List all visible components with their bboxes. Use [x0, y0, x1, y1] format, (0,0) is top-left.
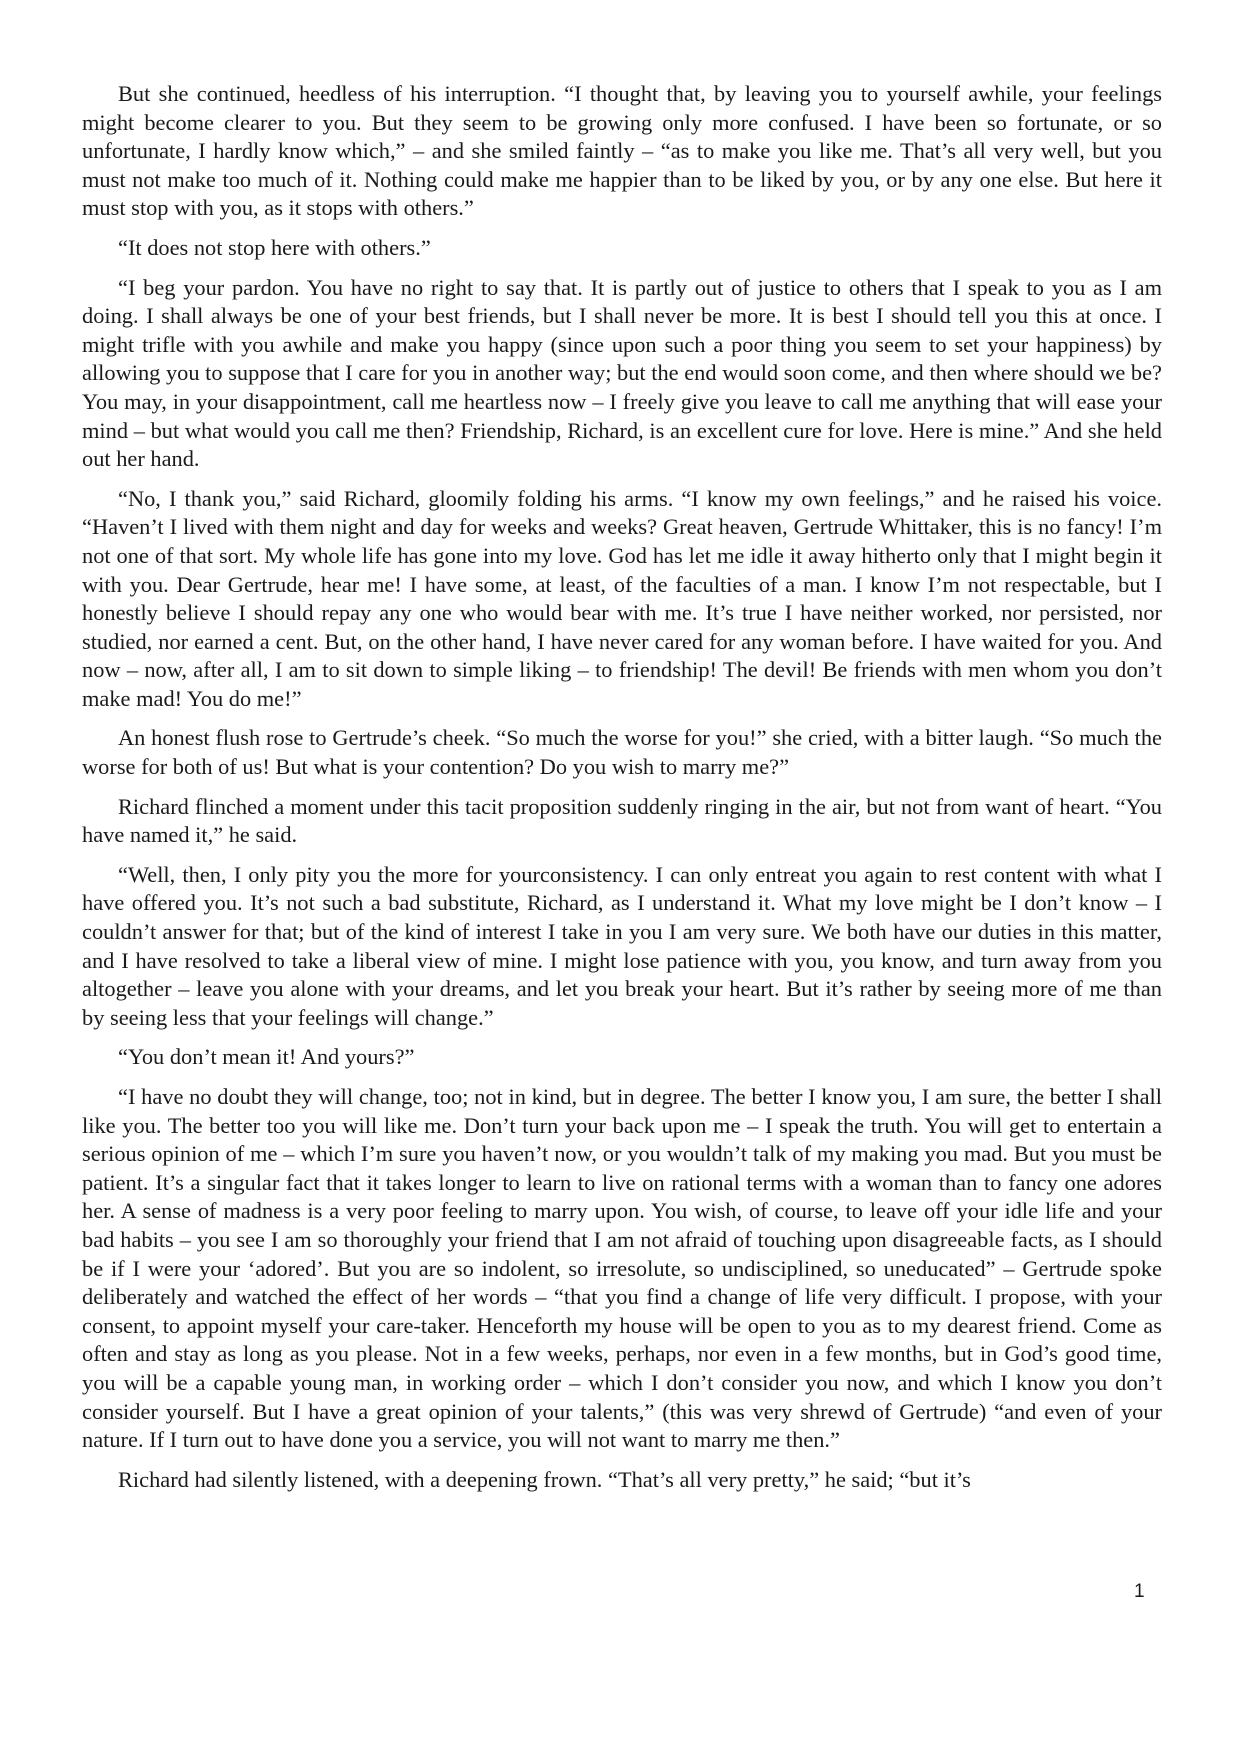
body-text — [82, 80, 1162, 1505]
paragraph: “Well, then, I only pity you the more for yourconsistency. I can only entreat you again to rest content with what I have offered you. It’s not such a bad substitute, Richard, as I understand it. What my love might be I don’t know – I couldn’t answer for that; but of the kind of interest I take in you I am very sure. We both have our duties in this matter, and I have resolved to take a liberal view of mine. I might lose patience with you, you know, and turn away from you altogether – leave you alone with your dreams, and let you break your heart. But it’s rather by seeing more of me than by seeing less that your feelings will change.” — [82, 861, 1162, 1030]
paragraph: “I beg your pardon. You have no right to say that. It is partly out of justice to others that I speak to you as I am doing. I shall always be one of your best friends, but I shall never be more. It is best I should tell you this at once. I might trifle with you awhile and make you happy (since upon such a poor thing you seem to set your happiness) by allowing you to suppose that I care for you in another way; but the end would soon come, and then where should we be? You may, in your disappointment, call me heartless now – I freely give you leave to call me anything that will ease your mind – but what would you call me then? Friendship, Richard, is an excellent cure for love. Here is mine.” And she held out her hand. — [82, 274, 1162, 472]
paragraph: “You don’t mean it! And yours?” — [118, 1044, 415, 1070]
page-number: 1 — [1134, 1581, 1145, 1602]
paragraph: “I have no doubt they will change, too; not in kind, but in degree. The better I know you, I am sure, the better I shall like you. The better too you will like me. Don’t turn your back upon me – I speak the truth. You will get to entertain a serious opinion of me – which I’m sure you haven’t now, or you wouldn’t talk of my making you mad. But you must be patient. It’s a singular fact that it takes longer to learn to live on rational terms with a woman than to fancy one adores her. A sense of madness is a very poor feeling to marry upon. You wish, of course, to leave off your idle life and your bad habits – you see I am so thoroughly your friend that I am not afraid of touching upon disagreeable facts, as I should be if I were your ‘adored’. But you are so indolent, so irresolute, so undisciplined, so uneducated” – Gertrude spoke deliberately and watched the effect of her words – “that you find a change of life very difficult. I propose, with your consent, to appoint myself your care-taker. Henceforth my house will be open to you as to my dearest friend. Come as often and stay as long as you please. Not in a few weeks, perhaps, nor even in a few months, but in God’s good time, you will be a capable young man, in working order – which I don’t consider you now, and which I know you don’t consider yourself. But I have a great opinion of your talents,” (this was very shrewd of Gertrude) “and even of your nature. If I turn out to have done you a service, you will not want to marry me then.” — [82, 1084, 1162, 1453]
paragraph: An honest flush rose to Gertrude’s cheek. “So much the worse for you!” she cried, with a bitter laugh. “So much the worse for both of us! But what is your contention? Do you wish to marry me?” — [82, 725, 1162, 780]
paragraph: “No, I thank you,” said Richard, gloomily folding his arms. “I know my own feelings,” and he raised his voice. “Haven’t I lived with them night and day for weeks and weeks? Great heaven, Gertrude Whittaker, this is no fancy! I’m not one of that sort. My whole life has gone into my love. God has let me idle it away hitherto only that I might begin it with you. Dear Gertrude, hear me! I have some, at least, of the faculties of a man. I know I’m not respectable, but I honestly believe I should repay any one who would bear with me. It’s true I have neither worked, nor persisted, nor studied, nor earned a cent. But, on the other hand, I have never cared for any woman before. I have waited for you. And now – now, after all, I am to sit down to simple liking – to friendship! The devil! Be friends with men whom you don’t make mad! You do me!” — [82, 485, 1162, 711]
paragraph: Richard had silently listened, with a deepening frown. “That’s all very pretty,” he said; “but it’s — [118, 1466, 971, 1492]
paragraph: But she continued, heedless of his interruption. “I thought that, by leaving you to yourself awhile, your feelings might become clearer to you. But they seem to be growing only more confused. I have been so fortunate, or so unfortunate, I hardly know which,” – and she smiled faintly – “as to make you like me. That’s all very well, but you must not make too much of it. Nothing could make me happier than to be liked by you, or by any one else. But here it must stop with you, as it stops with others.” — [82, 81, 1162, 221]
paragraph: Richard flinched a moment under this tacit proposition suddenly ringing in the air, but not from want of heart. “You have named it,” he said. — [82, 793, 1162, 848]
paragraph: “It does not stop here with others.” — [118, 234, 431, 260]
